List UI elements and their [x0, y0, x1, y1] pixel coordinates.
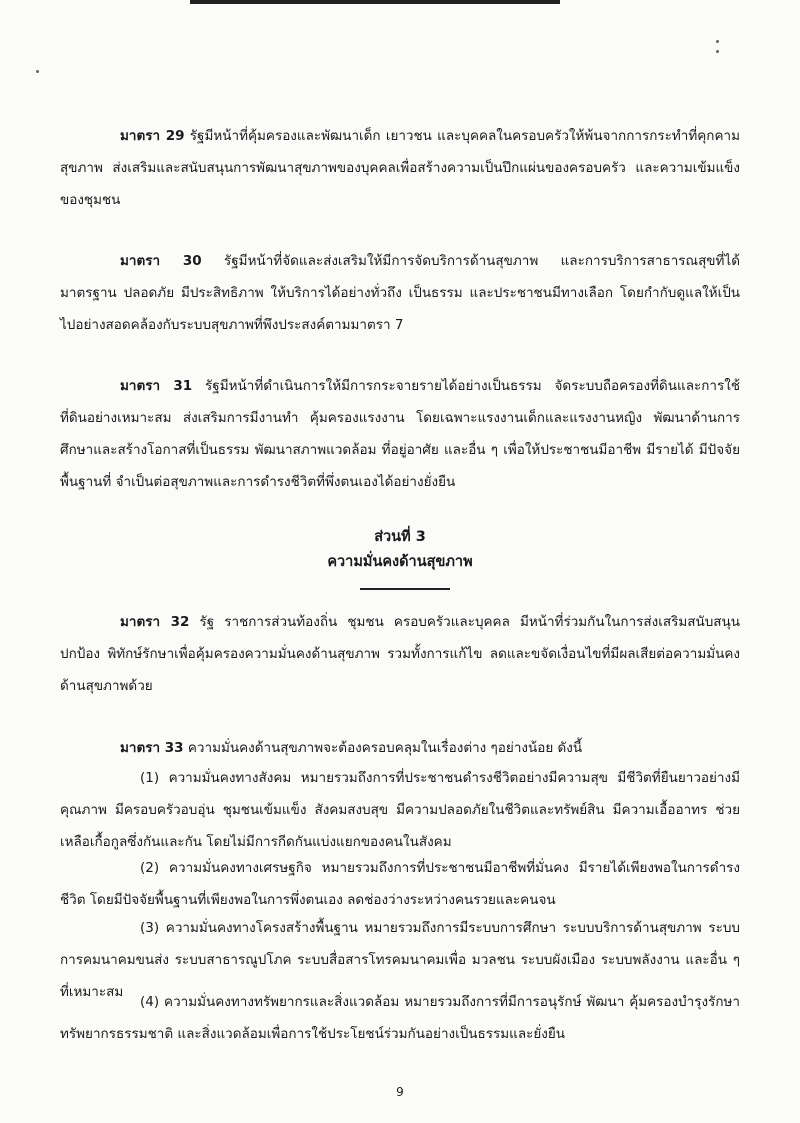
- scan-speck: [716, 50, 719, 53]
- section-29: [60, 120, 740, 216]
- page-number: 9: [396, 1085, 404, 1099]
- section-33-item-2: (2) ความมั่นคงทางเศรษฐกิจ หมายรวมถึงการที่ประชาชนมีอาชีพที่มั่นคง มีรายได้เพียงพอในการดำรงชีวิต โดยมีปัจจัยพื้นฐานที่เพียงพอในการพึ่งตนเอง ลดช่องว่างระหว่างคนรวยและคนจน: [60, 860, 740, 908]
- section-33-text: ความมั่นคงด้านสุขภาพจะต้องครอบคลุมในเรื่องต่าง ๆอย่างน้อย ดังนี้: [187, 740, 583, 756]
- section-32-text: รัฐ ราชการส่วนท้องถิ่น ชุมชน ครอบครัวและบุคคล มีหน้าที่ร่วมกันในการส่งเสริมสนับสนุน ปกป้อง พิทักษ์รักษาเพื่อคุ้มครองความมั่นคงด้านสุขภาพ รวมทั้งการแก้ไข ลดและขจัดเงื่อนไขที่มีผลเสียต่อความมั่นคงด้านสุขภาพด้วย: [60, 614, 740, 694]
- section-29-text: รัฐมีหน้าที่คุ้มครองและพัฒนาเด็ก เยาวชน และบุคคลในครอบครัวให้พ้นจากการกระทำที่คุกคามสุขภาพ ส่งเสริมและสนับสนุนการพัฒนาสุขภาพของบุคคลเพื่อสร้างความเป็นปึกแผ่นของครอบครัว และความเข้มแข็งของชุมชน: [60, 128, 740, 208]
- scan-speck: [716, 40, 719, 43]
- section-29-label: มาตรา 29: [120, 128, 185, 144]
- section-31: [60, 370, 740, 498]
- part-title-underline: [360, 588, 450, 590]
- section-33-item-4: (4) ความมั่นคงทางทรัพยากรและสิ่งแวดล้อม หมายรวมถึงการที่มีการอนุรักษ์ พัฒนา คุ้มครองบำรุงรักษาทรัพยากรธรรมชาติ และสิ่งแวดล้อมเพื่อการใช้ประโยชน์ร่วมกันอย่างเป็นธรรมและยั่งยืน: [60, 994, 740, 1042]
- part-number: ส่วนที่ 3: [374, 529, 426, 545]
- section-30: [60, 245, 740, 341]
- section-30-text: รัฐมีหน้าที่จัดและส่งเสริมให้มีการจัดบริการด้านสุขภาพ และการบริการสาธารณสุขที่ได้มาตรฐาน ปลอดภัย มีประสิทธิภาพ ให้บริการได้อย่างทั่วถึง เป็นธรรม และประชาชนมีทางเลือก โดยกำกับดูแลให้เป็นไปอย่างสอดคล้องกับระบบสุขภาพที่พึงประสงค์ตามมาตรา 7: [60, 253, 740, 333]
- section-33-label: มาตรา 33: [120, 740, 184, 756]
- section-30-label: มาตรา 30: [120, 253, 202, 269]
- scan-speck: [36, 70, 39, 73]
- section-31-label: มาตรา 31: [120, 378, 193, 394]
- section-32: [60, 606, 740, 702]
- part-title: ความมั่นคงด้านสุขภาพ: [327, 554, 473, 570]
- section-32-label: มาตรา 32: [120, 614, 190, 630]
- scan-top-edge: [190, 0, 560, 4]
- section-33-item-3: (3) ความมั่นคงทางโครงสร้างพื้นฐาน หมายรวมถึงการมีระบบการศึกษา ระบบบริการด้านสุขภาพ ระบบการคมนาคมขนส่ง ระบบสาธารณูปโภค ระบบสื่อสารโทรคมนาคมเพื่อ มวลชน ระบบผังเมือง ระบบพลังงาน และอื่น ๆ ที่เหมาะสม: [60, 920, 740, 1000]
- section-33-item-1: (1) ความมั่นคงทางสังคม หมายรวมถึงการที่ประชาชนดำรงชีวิตอย่างมีความสุข มีชีวิตที่ยืนยาวอย่างมีคุณภาพ มีครอบครัวอบอุ่น ชุมชนเข้มแข็ง สังคมสงบสุข มีความปลอดภัยในชีวิตและทรัพย์สิน มีความเอื้ออาทร ช่วยเหลือเกื้อกูลซึ่งกันและกัน โดยไม่มีการกีดกันแบ่งแยกของคนในสังคม: [60, 770, 740, 850]
- section-33: [60, 732, 740, 764]
- section-31-text: รัฐมีหน้าที่ดำเนินการให้มีการกระจายรายได้อย่างเป็นธรรม จัดระบบถือครองที่ดินและการใช้ที่ดินอย่างเหมาะสม ส่งเสริมการมีงานทำ คุ้มครองแรงงาน โดยเฉพาะแรงงานเด็กและแรงงานหญิง พัฒนาด้านการศึกษาและสร้างโอกาสที่เป็นธรรม พัฒนาสภาพแวดล้อม ที่อยู่อาศัย และอื่น ๆ เพื่อให้ประชาชนมีอาชีพ มีรายได้ มีปัจจัยพื้นฐานที่ จำเป็นต่อสุขภาพและการดำรงชีวิตที่พึ่งตนเองได้อย่างยั่งยืน: [60, 378, 740, 490]
